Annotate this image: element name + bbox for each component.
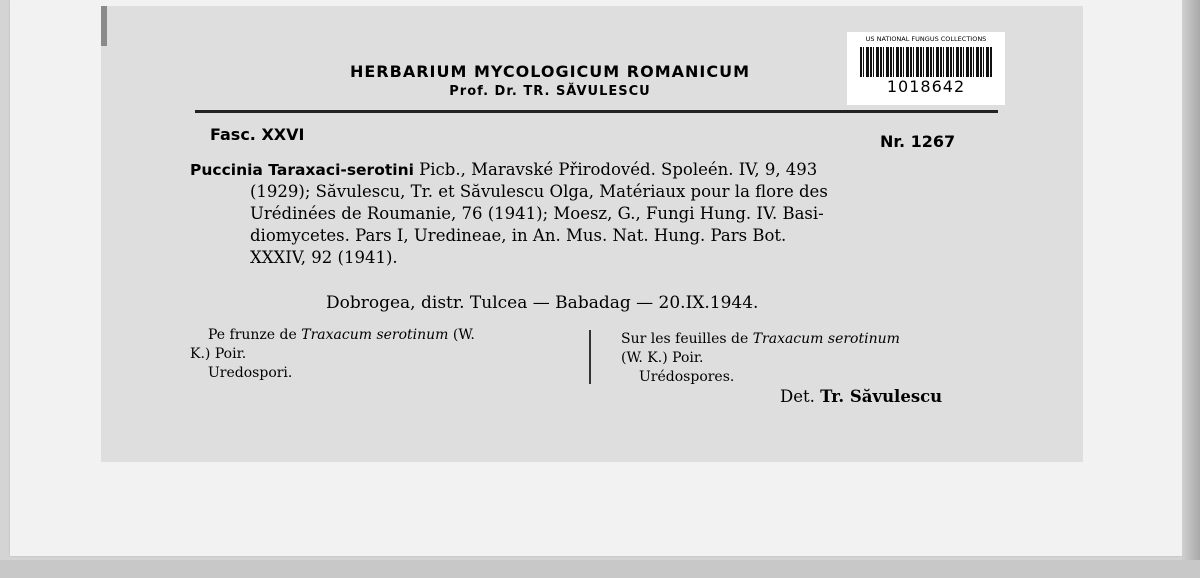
host-ro-prefix: Pe frunze de bbox=[208, 327, 302, 343]
exsiccata-number: Nr. 1267 bbox=[880, 132, 956, 151]
herbarium-title: HERBARIUM MYCOLOGICUM ROMANICUM bbox=[349, 62, 751, 81]
citation-line-2: (1929); Săvulescu, Tr. et Săvulescu Olga, Matériaux pour la flore des bbox=[250, 182, 828, 201]
fascicle-number: Fasc. XXVI bbox=[210, 125, 305, 144]
determiner bbox=[780, 387, 942, 406]
herbarium-subtitle: Prof. Dr. TR. SĂVULESCU bbox=[449, 84, 651, 99]
taxon-name: Puccinia Taraxaci-serotini bbox=[190, 161, 414, 179]
host-fr-species: Traxacum serotinum bbox=[752, 331, 900, 347]
barcode-caption: US NATIONAL FUNGUS COLLECTIONS bbox=[865, 35, 987, 43]
host-fr-spores: Urédospores. bbox=[639, 369, 735, 385]
label-tape-mark bbox=[101, 6, 107, 46]
host-fr-prefix: Sur les feuilles de bbox=[621, 331, 753, 347]
citation-line-1: Picb., Maravské Přirodovéd. Spoleén. IV, 9, 493 bbox=[413, 160, 818, 179]
host-fr-author: (W. K.) Poir. bbox=[621, 350, 704, 366]
sheet-edge-right bbox=[1182, 0, 1200, 578]
collection-locality: Dobrogea, distr. Tulcea — Babadag — 20.IX.1944. bbox=[326, 293, 759, 313]
determiner-name: Tr. Săvulescu bbox=[820, 387, 943, 406]
citation-line-5: XXXIV, 92 (1941). bbox=[250, 248, 398, 267]
header-divider bbox=[195, 110, 998, 113]
host-ro-suffix: (W. bbox=[448, 327, 475, 343]
host-romanian bbox=[190, 326, 570, 383]
column-divider bbox=[589, 330, 591, 384]
barcode-number: 1018642 bbox=[886, 77, 966, 96]
sheet-edge-bottom bbox=[0, 560, 1200, 578]
citation-line-3: Urédinées de Roumanie, 76 (1941); Moesz, G., Fungi Hung. IV. Basi- bbox=[250, 204, 824, 223]
citation-line-4: diomycetes. Pars I, Uredineae, in An. Mus. Nat. Hung. Pars Bot. bbox=[250, 226, 787, 245]
determiner-prefix: Det. bbox=[780, 387, 815, 406]
host-ro-spores: Uredospori. bbox=[208, 365, 293, 381]
taxon-citation bbox=[190, 159, 1000, 269]
host-ro-author: K.) Poir. bbox=[190, 346, 247, 362]
host-ro-species: Traxacum serotinum bbox=[301, 327, 449, 343]
host-french bbox=[621, 330, 1006, 387]
